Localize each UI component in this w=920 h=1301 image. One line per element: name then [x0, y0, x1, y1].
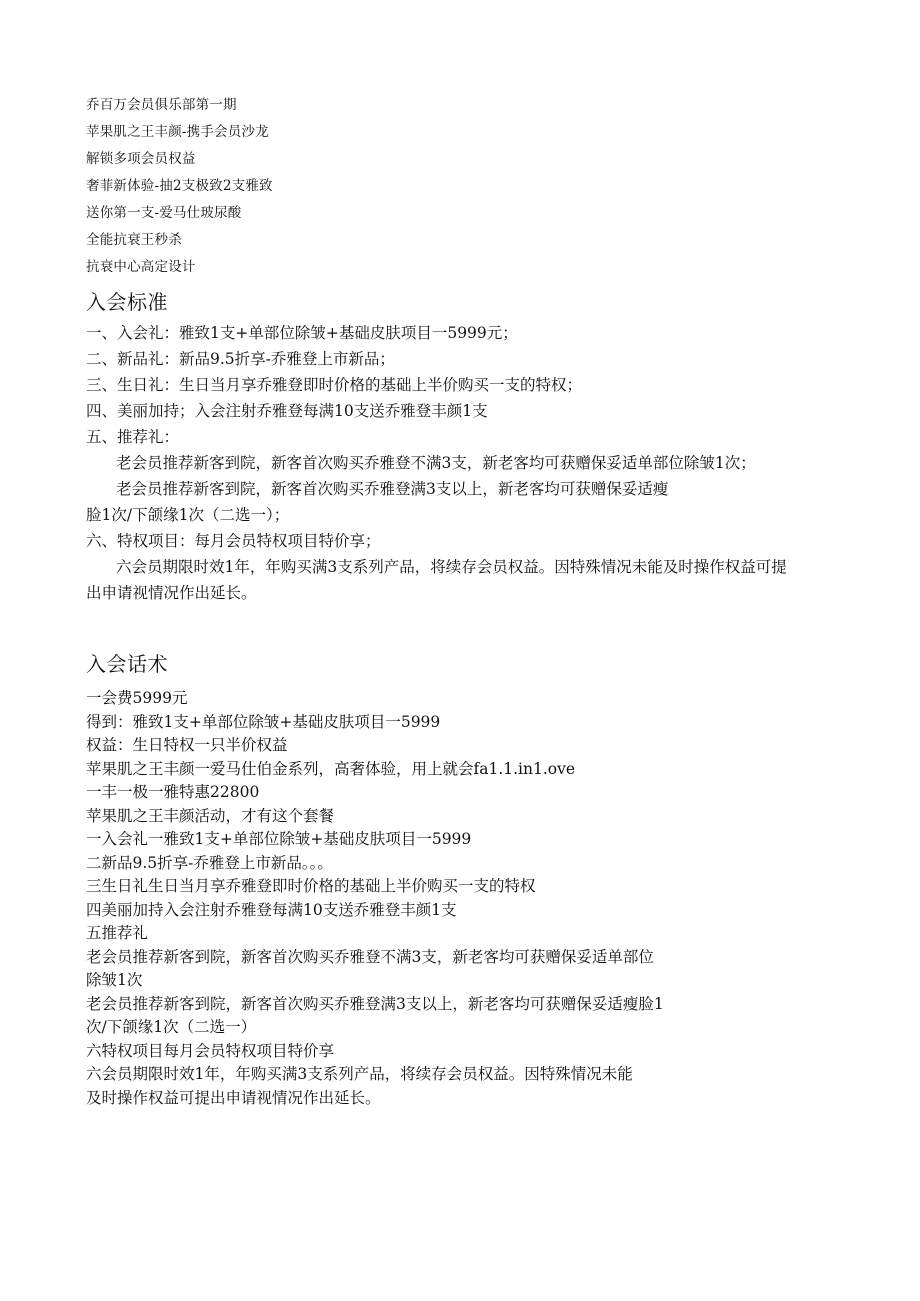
script-line: 除皱1次	[86, 971, 143, 989]
script-line: 四美丽加持入会注射乔雅登每满10支送乔雅登丰颜1支	[86, 900, 457, 919]
standards-line: 六会员期限时效1年，年购买满3支系列产品，将续存会员权益。因特殊情况未能及时操作权益可提	[116, 558, 787, 576]
standards-line: 老会员推荐新客到院，新客首次购买乔雅登不满3支，新老客均可获赠保妥适单部位除皱1次；	[116, 454, 756, 472]
script-line: 及时操作权益可提出申请视情况作出延长。	[86, 1088, 381, 1107]
membership-standards-body	[86, 320, 916, 606]
script-line: 苹果肌之王丰颜一爱马仕伯金系列，高奢体验，用上就会fa1.1.in1.ove	[86, 759, 576, 778]
script-line: 六特权项目每月会员特权项目特价享	[86, 1041, 335, 1060]
intro-line: 苹果肌之王丰颜-携手会员沙龙	[86, 124, 269, 140]
script-line: 二新品9.5折享-乔雅登上市新品。。。	[86, 853, 333, 872]
standards-line: 六、特权项目：每月会员特权项目特价享；	[86, 532, 381, 550]
membership-standards-title: 入会标准	[86, 290, 168, 314]
script-line: 五推荐礼	[86, 924, 149, 942]
intro-line: 解锁多项会员权益	[86, 151, 196, 167]
standards-line: 五、推荐礼：	[86, 428, 180, 446]
script-line: 苹果肌之王丰颜活动，才有这个套餐	[86, 806, 335, 825]
membership-script-body	[86, 687, 806, 1110]
script-line: 老会员推荐新客到院，新客首次购买乔雅登不满3支，新老客均可获赠保妥适单部位	[86, 947, 654, 966]
standards-line: 出申请视情况作出延长。	[86, 584, 257, 602]
intro-block	[86, 92, 486, 281]
standards-line: 老会员推荐新客到院，新客首次购买乔雅登满3支以上，新老客均可获赠保妥适瘦	[116, 480, 669, 498]
intro-line: 送你第一支-爱马仕玻尿酸	[86, 205, 242, 221]
standards-line: 四、美丽加持；入会注射乔雅登每满10支送乔雅登丰颜1支	[86, 402, 488, 420]
intro-line: 奢菲新体验-抽2支极致2支雅致	[86, 178, 273, 194]
standards-line: 三、生日礼：生日当月享乔雅登即时价格的基础上半价购买一支的特权；	[86, 376, 583, 394]
script-line: 六会员期限时效1年，年购买满3支系列产品，将续存会员权益。因特殊情况未能	[86, 1065, 633, 1083]
intro-line: 全能抗衰王秒杀	[86, 232, 182, 248]
script-line: 次/下颌缘1次（二选一）	[86, 1018, 257, 1036]
intro-line: 乔百万会员俱乐部第一期	[86, 97, 237, 113]
standards-line: 二、新品礼：新品9.5折享-乔雅登上市新品；	[86, 350, 395, 368]
script-line: 三生日礼生日当月享乔雅登即时价格的基础上半价购买一支的特权	[86, 877, 536, 895]
script-line: 一入会礼一雅致1支+单部位除皱+基础皮肤项目一5999	[86, 830, 472, 848]
intro-line: 抗衰中心高定设计	[86, 259, 196, 275]
script-line: 老会员推荐新客到院，新客首次购买乔雅登满3支以上，新老客均可获赠保妥适瘦脸1	[86, 994, 664, 1013]
script-line: 一会费5999元	[86, 689, 188, 707]
standards-line: 一、入会礼：雅致1支+单部位除皱+基础皮肤项目一5999元；	[86, 324, 518, 342]
membership-script-title: 入会话术	[86, 652, 168, 676]
standards-line: 脸1次/下颌缘1次（二选一）；	[86, 506, 290, 524]
script-line: 一丰一极一雅特惠22800	[86, 783, 260, 801]
script-line: 得到：雅致1支+单部位除皱+基础皮肤项目一5999	[86, 712, 441, 731]
script-line: 权益：生日特权一只半价权益	[86, 736, 288, 754]
